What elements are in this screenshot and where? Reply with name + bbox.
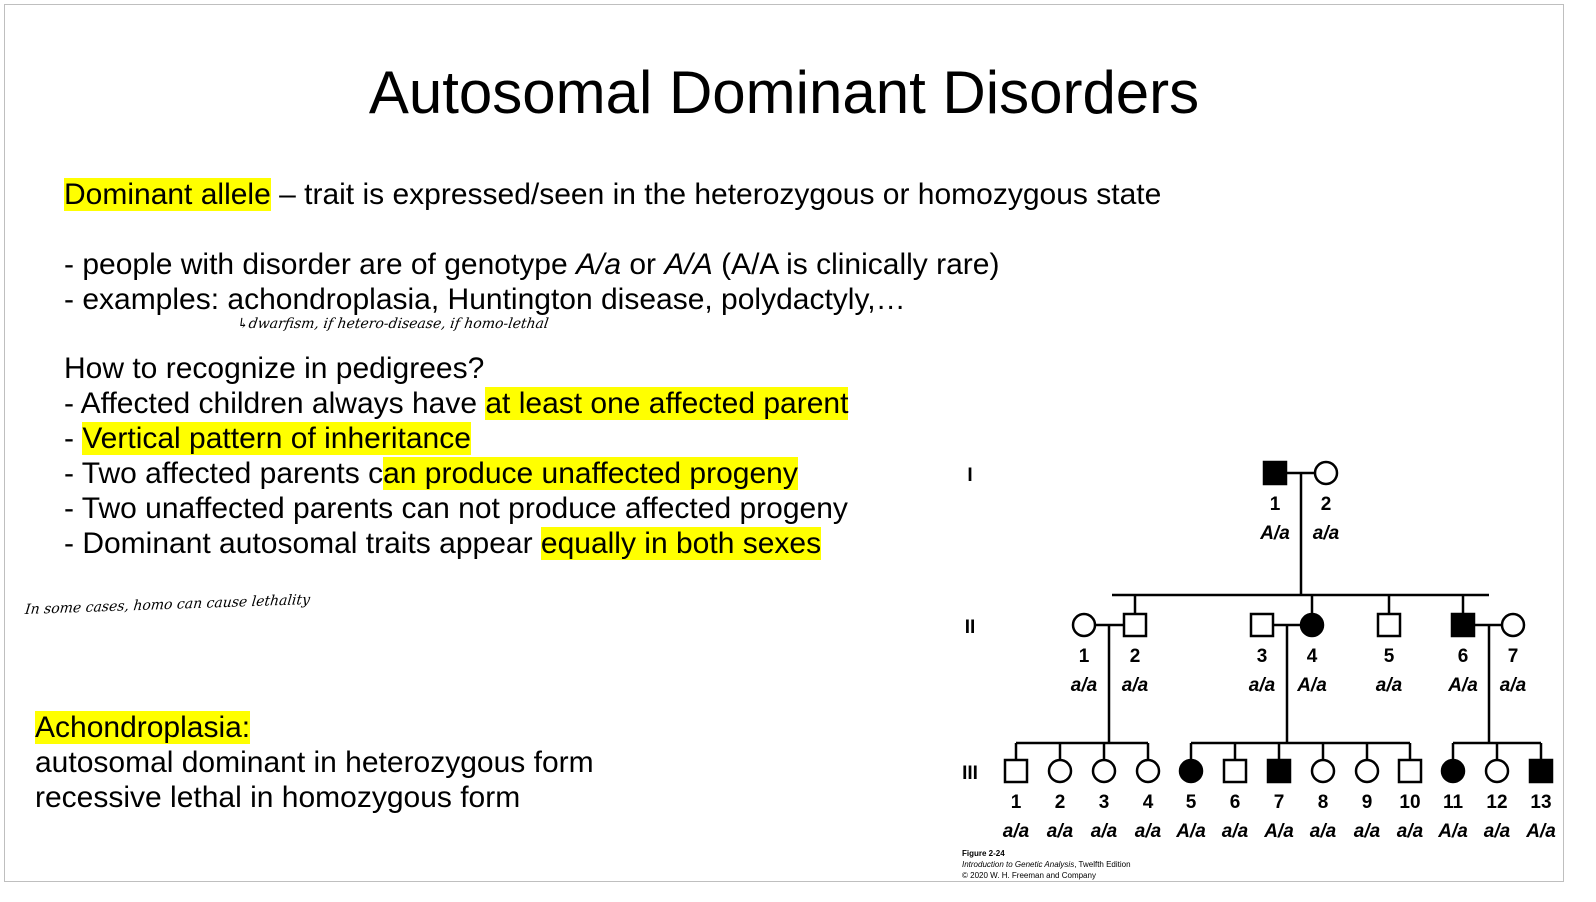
pedigree-gen3-1-square — [1005, 760, 1027, 782]
achondroplasia-line-2: recessive lethal in homozygous form — [35, 781, 521, 814]
pedigree-gen2-3-genotype: a/a — [1248, 675, 1276, 696]
pedigree-labels — [962, 465, 1556, 842]
genotype-hom: A/A — [664, 248, 713, 281]
pedigree-gen2-6-genotype: A/a — [1448, 675, 1478, 696]
pedigree-gen3-3-circle — [1093, 760, 1115, 782]
pedigree-gen3-2-genotype: a/a — [1046, 821, 1074, 842]
examples-line: - examples: achondroplasia, Huntington disease, polydactyly,… — [64, 283, 906, 316]
genotype-text-b: or — [621, 248, 665, 281]
pedigree-gen1-1-number: 1 — [1269, 494, 1281, 515]
pedigree-gen2-6-square — [1452, 614, 1474, 636]
bullet-2-highlight: Vertical pattern of inheritance — [82, 422, 471, 455]
pedigree-gen3-7-square — [1268, 760, 1290, 782]
pedigree-gen3-6-genotype: a/a — [1221, 821, 1249, 842]
genotype-text-a: - people with disorder are of genotype — [64, 248, 576, 281]
genotype-het: A/a — [575, 248, 622, 281]
recognize-heading: How to recognize in pedigrees? — [64, 352, 485, 385]
figure-copyright: © 2020 W. H. Freeman and Company — [962, 871, 1096, 880]
figure-source — [962, 859, 1131, 870]
achondroplasia-label: Achondroplasia: — [35, 711, 251, 744]
pedigree-gen3-12-genotype: a/a — [1483, 821, 1511, 842]
pedigree-gen3-11-genotype: A/a — [1438, 821, 1468, 842]
pedigree-gen2-1-number: 1 — [1078, 646, 1090, 667]
pedigree-gen3-11-circle — [1442, 760, 1464, 782]
pedigree-gen1-2-circle — [1315, 462, 1337, 484]
pedigree-gen3-1-number: 1 — [1010, 792, 1022, 813]
pedigree-gen3-9-genotype: a/a — [1353, 821, 1381, 842]
pedigree-gen3-2-circle — [1049, 760, 1071, 782]
pedigree-gen3-13-genotype: A/a — [1526, 821, 1556, 842]
pedigree-gen2-4-genotype: A/a — [1297, 675, 1327, 696]
pedigree-gen2-6-number: 6 — [1457, 646, 1469, 667]
pedigree-gen1-2-genotype: a/a — [1312, 523, 1340, 544]
pedigree-gen2-7-genotype: a/a — [1499, 675, 1527, 696]
generation-label-III: III — [962, 763, 978, 784]
figure-caption — [962, 848, 1131, 881]
pedigree-gen2-2-square — [1124, 614, 1146, 636]
figure-edition: , Twelfth Edition — [1074, 860, 1131, 869]
pedigree-gen3-7-number: 7 — [1273, 792, 1285, 813]
pedigree-gen2-7-number: 7 — [1507, 646, 1519, 667]
pedigree-gen2-5-genotype: a/a — [1375, 675, 1403, 696]
pedigree-gen2-4-number: 4 — [1306, 646, 1318, 667]
pedigree-chart — [5, 5, 1565, 883]
pedigree-gen3-10-number: 10 — [1399, 792, 1421, 813]
pedigree-gen3-8-circle — [1312, 760, 1334, 782]
pedigree-gen3-4-genotype: a/a — [1134, 821, 1162, 842]
genotype-text-c: (A/A is clinically rare) — [712, 248, 1000, 281]
pedigree-gen3-5-number: 5 — [1185, 792, 1197, 813]
pedigree-gen1-2-number: 2 — [1320, 494, 1332, 515]
pedigree-gen3-13-number: 13 — [1530, 792, 1552, 813]
pedigree-gen1-1-square — [1264, 462, 1286, 484]
pedigree-gen3-3-genotype: a/a — [1090, 821, 1118, 842]
pedigree-gen2-1-circle — [1073, 614, 1095, 636]
pedigree-gen3-5-genotype: A/a — [1176, 821, 1206, 842]
pedigree-gen2-3-number: 3 — [1256, 646, 1268, 667]
pedigree-gen3-10-genotype: a/a — [1396, 821, 1424, 842]
pedigree-gen2-3-square — [1251, 614, 1273, 636]
pedigree-gen3-6-square — [1224, 760, 1246, 782]
bullet-1-text: - Affected children always have — [64, 387, 486, 420]
pedigree-gen2-7-circle — [1502, 614, 1524, 636]
pedigree-gen3-8-genotype: a/a — [1309, 821, 1337, 842]
bullet-1-highlight: at least one affected parent — [485, 387, 849, 420]
pedigree-gen3-13-square — [1530, 760, 1552, 782]
pedigree-gen2-1-genotype: a/a — [1070, 675, 1098, 696]
figure-book: Introduction to Genetic Analysis — [962, 860, 1075, 869]
bullet-5-text: - Dominant autosomal traits appear — [64, 527, 541, 560]
pedigree-gen2-4-circle — [1301, 614, 1323, 636]
definition-text: – trait is expressed/seen in the heterozygous or homozygous state — [270, 178, 1162, 211]
pedigree-gen3-12-number: 12 — [1486, 792, 1508, 813]
pedigree-gen2-2-number: 2 — [1129, 646, 1141, 667]
dominant-allele-term: Dominant allele — [64, 178, 271, 211]
pedigree-gen3-7-genotype: A/a — [1264, 821, 1294, 842]
achondroplasia-line-1: autosomal dominant in heterozygous form — [35, 746, 594, 779]
handwritten-note-dwarfism: ↳dwarfism, if hetero-disease, if homo-lethal — [235, 316, 550, 332]
generation-label-I: I — [967, 465, 973, 486]
pedigree-gen3-4-circle — [1137, 760, 1159, 782]
figure-number: Figure 2-24 — [962, 849, 1005, 858]
pedigree-gen3-4-number: 4 — [1142, 792, 1154, 813]
pedigree-gen3-5-circle — [1180, 760, 1202, 782]
handwritten-note-lethality: In some cases, homo can cause lethality — [24, 591, 311, 619]
pedigree-gen1-1-genotype: A/a — [1260, 523, 1290, 544]
bullet-2-text: - — [64, 422, 83, 455]
recognize-bullet-4: - Two unaffected parents can not produce affected progeny — [64, 492, 848, 525]
pedigree-gen2-5-number: 5 — [1383, 646, 1395, 667]
pedigree-gen3-1-genotype: a/a — [1002, 821, 1030, 842]
bullet-5-highlight: equally in both sexes — [540, 527, 822, 560]
bullet-3-text: - Two affected parents c — [64, 457, 384, 490]
pedigree-gen3-11-number: 11 — [1442, 792, 1464, 813]
pedigree-gen3-9-circle — [1356, 760, 1378, 782]
pedigree-gen2-5-square — [1378, 614, 1400, 636]
pedigree-gen3-8-number: 8 — [1317, 792, 1329, 813]
pedigree-gen2-2-genotype: a/a — [1121, 675, 1149, 696]
pedigree-gen3-12-circle — [1486, 760, 1508, 782]
bullet-3-highlight: an produce unaffected progeny — [383, 457, 798, 490]
generation-label-II: II — [964, 617, 976, 638]
pedigree-gen3-9-number: 9 — [1361, 792, 1373, 813]
pedigree-gen3-2-number: 2 — [1054, 792, 1066, 813]
pedigree-gen3-3-number: 3 — [1098, 792, 1110, 813]
pedigree-gen3-10-square — [1399, 760, 1421, 782]
pedigree-gen3-6-number: 6 — [1229, 792, 1241, 813]
slide — [4, 4, 1564, 882]
slide-title: Autosomal Dominant Disorders — [368, 59, 1200, 126]
